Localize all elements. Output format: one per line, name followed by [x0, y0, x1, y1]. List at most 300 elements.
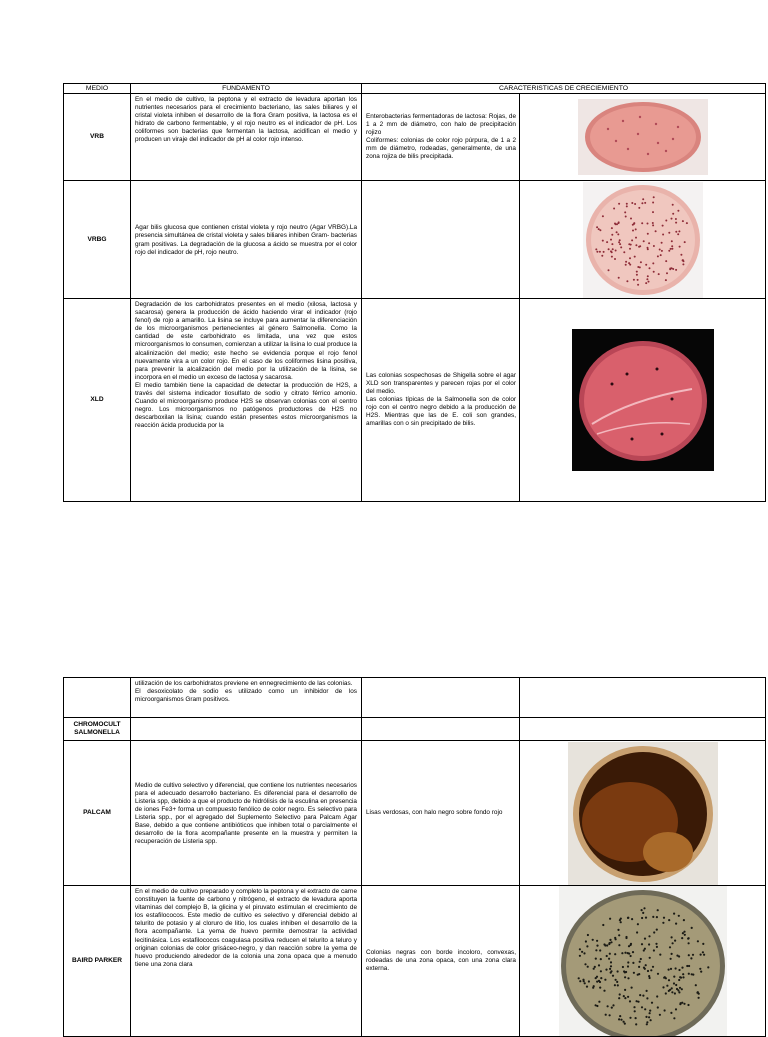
colony-dot — [617, 276, 619, 278]
colony-dot — [656, 909, 658, 911]
colony-dot — [626, 965, 628, 967]
colony-dot — [637, 283, 639, 285]
colony-dot — [619, 243, 621, 245]
colony-dot — [680, 988, 682, 990]
colony-dot — [678, 969, 680, 971]
medio-vrb: VRB — [64, 94, 131, 181]
image-palcam-plate — [520, 741, 766, 886]
colony-dot — [598, 250, 600, 252]
colony-dot — [614, 937, 616, 939]
colony-dot — [664, 992, 666, 994]
culture-media-table-top — [63, 83, 766, 502]
image-continuation — [520, 678, 766, 718]
colony-dot — [668, 919, 670, 921]
colony-dot — [662, 917, 664, 919]
image-baird-parker-plate — [520, 886, 766, 1037]
colony-dot — [645, 1016, 647, 1018]
colony-dot — [641, 917, 643, 919]
colony-dot — [670, 240, 672, 242]
xld-plate-photo — [572, 329, 714, 471]
fundamento-xld — [131, 299, 362, 502]
image-chromocult — [520, 718, 766, 741]
colony-dot — [623, 251, 625, 253]
colony-dot — [660, 249, 662, 251]
colony-dot — [611, 248, 613, 250]
colony-dot — [609, 968, 611, 970]
colony-dot — [678, 245, 680, 247]
colony-dot — [624, 952, 626, 954]
colony-dot — [636, 923, 638, 925]
colony-dot — [683, 241, 685, 243]
colony-dot — [617, 222, 619, 224]
colony-dot — [670, 936, 672, 938]
colony-dot — [671, 991, 673, 993]
colony-dot — [680, 253, 682, 255]
colony-dot — [635, 273, 637, 275]
colony-dot — [648, 267, 650, 269]
colony-dot — [671, 942, 673, 944]
colony-dot — [697, 997, 699, 999]
colony-dot — [595, 949, 597, 951]
colony-dot — [608, 1014, 610, 1016]
header-caracteristicas: CARACTERISTICAS DE CRECIEMIENTO — [362, 84, 766, 94]
caracteristicas-continuation — [362, 678, 520, 718]
colony-dot — [652, 916, 654, 918]
colony-dot — [612, 1004, 614, 1006]
colony-dot — [610, 251, 612, 253]
caracteristicas-palcam: Lisas verdosas, con halo negro sobre fondo rojo — [362, 741, 520, 886]
colony-dot — [690, 973, 692, 975]
medio-chromocult: CHROMOCULT SALMONELLA — [64, 718, 131, 741]
colony-dot — [659, 254, 661, 256]
colony-dot — [668, 231, 670, 233]
colony-dot — [597, 228, 599, 230]
colony-dot — [682, 976, 684, 978]
colony-dot — [648, 943, 650, 945]
colony-dot — [599, 949, 601, 951]
colony-dot — [656, 1006, 658, 1008]
colony-dot — [655, 943, 657, 945]
colony-dot — [596, 945, 598, 947]
colony-dot — [618, 239, 620, 241]
colony-dot — [662, 233, 664, 235]
colony-dot — [652, 196, 654, 198]
colony-dot — [633, 222, 635, 224]
colony-dot — [644, 964, 646, 966]
colony-dot — [584, 940, 586, 942]
colony-dot — [701, 951, 703, 953]
colony-dot — [631, 202, 633, 204]
colony-dot — [630, 987, 632, 989]
colony-dot — [632, 229, 634, 231]
colony-dot — [691, 954, 693, 956]
colony-dot — [707, 966, 709, 968]
colony-dot — [652, 211, 654, 213]
colony-dot — [596, 1005, 598, 1007]
colony-dot — [643, 907, 645, 909]
colony-dot — [642, 912, 644, 914]
colony-dot — [674, 218, 676, 220]
colony-dot — [640, 1006, 642, 1008]
medio-vrbg: VRBG — [64, 181, 131, 299]
colony-dot — [577, 977, 579, 979]
colony-dot — [622, 995, 624, 997]
colony-dot — [703, 954, 705, 956]
colony-dot — [645, 263, 647, 265]
colony-dot — [596, 981, 598, 983]
colony-dot — [635, 236, 637, 238]
medio-xld: XLD — [64, 299, 131, 502]
colony-dot — [675, 923, 677, 925]
colony-dot — [675, 230, 677, 232]
colony-dot — [633, 1010, 635, 1012]
colony-dot — [674, 940, 676, 942]
colony-dot — [679, 976, 681, 978]
colony-dot — [654, 230, 656, 232]
colony-dot — [615, 231, 617, 233]
colony-dot — [628, 1000, 630, 1002]
colony-dot — [645, 282, 647, 284]
colony-dot — [608, 943, 610, 945]
colony-dot — [681, 259, 683, 261]
colony-dot — [642, 198, 644, 200]
colony-dot — [641, 202, 643, 204]
colony-dot — [675, 268, 677, 270]
colony-dot — [579, 980, 581, 982]
colony-dot — [605, 955, 607, 957]
culture-media-table-bottom — [63, 677, 766, 1037]
colony-dot — [601, 215, 603, 217]
colony-dot — [644, 1008, 646, 1010]
image-vrb-plate — [520, 94, 766, 181]
colony-dot — [622, 1021, 624, 1023]
colony-dot — [702, 943, 704, 945]
colony-dot — [652, 262, 654, 264]
colony-dot — [624, 997, 626, 999]
colony-dot — [657, 273, 659, 275]
colony-dot — [646, 278, 648, 280]
fundamento-xld-p1: Degradación de los carbohidratos presentes en el medio (xilosa, lactosa y sacarosa) genera la producción de ácido haciendo virar el indicador (rojo fenol) de rojo a amarillo. La lisina se incluye para aumentar la diferenciación de los microorganismos pertenecientes al género Salmonella. Como la cantidad de este carbohidrato es limitada, una vez que estos microorganismos lo consumen, comienzan a utilizar la lisina lo cual produce la alcalinización del medio; este hecho se evidencia porque el rojo fenol nuevamente vira a un color rojo. En el caso de los coliformes lisina positiva, para prevenir la alcalización del medio por la utilización de la lisina, se incorpora en el medio un exceso de lactosa y sacarosa. — [135, 301, 357, 381]
colony-dot — [592, 987, 594, 989]
colony-dot — [627, 945, 629, 947]
colony-dot — [658, 248, 660, 250]
colony-dot — [677, 209, 679, 211]
colony-dot — [647, 280, 649, 282]
caracteristicas-baird-parker: Colonias negras con borde incoloro, convexas, rodeadas de una zona opaca, con una zona clara externa. — [362, 886, 520, 1037]
colony-dot — [664, 279, 666, 281]
colony-dot — [631, 239, 633, 241]
fundamento-continuation — [131, 678, 362, 718]
colony-dot — [667, 969, 669, 971]
colony-dot — [608, 958, 610, 960]
colony-dot — [655, 946, 657, 948]
colony-dot — [586, 945, 588, 947]
colony-dot — [665, 260, 667, 262]
colony-dot — [683, 931, 685, 933]
colony-dot — [602, 250, 604, 252]
colony-dot — [596, 226, 598, 228]
palcam-plate-photo — [568, 742, 718, 885]
colony-dot — [616, 981, 618, 983]
colony-dot — [630, 217, 632, 219]
colony-dot — [681, 967, 683, 969]
colony-dot — [635, 1000, 637, 1002]
colony-dot — [648, 1012, 650, 1014]
colony-dot — [629, 1017, 631, 1019]
colony-dot — [646, 246, 648, 248]
colony-dot — [629, 247, 631, 249]
colony-dot — [671, 245, 673, 247]
colony-dot — [618, 919, 620, 921]
colony-dot — [620, 1019, 622, 1021]
fundamento-chromocult — [131, 718, 362, 741]
colony-dot — [635, 270, 637, 272]
fundamento-continuation-p2: El desoxicolato de sodio es utilizado como un inhibidor de los microorganismos Gram positivos. — [135, 688, 357, 704]
colony-dot — [633, 1006, 635, 1008]
colony-dot — [637, 266, 639, 268]
colony-dot — [672, 212, 674, 214]
colony-dot — [624, 211, 626, 213]
colony-dot — [583, 982, 585, 984]
colony-dot — [634, 203, 636, 205]
colony-dot — [608, 953, 610, 955]
colony-dot — [694, 984, 696, 986]
colony-dot — [659, 954, 661, 956]
colony-dot — [601, 239, 603, 241]
colony-dot — [652, 949, 654, 951]
colony-dot — [606, 241, 608, 243]
colony-dot — [638, 966, 640, 968]
colony-dot — [632, 962, 634, 964]
colony-dot — [619, 921, 621, 923]
caracteristicas-chromocult — [362, 718, 520, 741]
colony-dot — [662, 986, 664, 988]
colony-dot — [628, 262, 630, 264]
caracteristicas-vrb-line2: Coliformes: colonias de color rojo púrpura, de 1 a 2 mm de diámetro, rodeadas, generalmente, de una zona rojiza de bilis precipitada. — [366, 137, 516, 161]
colony-dot — [641, 222, 643, 224]
image-xld-plate — [520, 299, 766, 502]
colony-dot — [660, 241, 662, 243]
colony-dot — [646, 222, 648, 224]
table-header-row — [64, 84, 766, 94]
colony-dot — [690, 927, 692, 929]
caracteristicas-vrb-line1: Enterobacterias fermentadoras de lactosa: Rojas, de 1 a 2 mm de diámetro, con halo de precipitación rojizo — [366, 112, 516, 136]
image-vrbg-plate — [520, 181, 766, 299]
colony-dot — [690, 957, 692, 959]
colony-dot — [638, 206, 640, 208]
colony-dot — [674, 1008, 676, 1010]
colony-dot — [685, 222, 687, 224]
colony-dot — [632, 972, 634, 974]
colony-dot — [637, 1001, 639, 1003]
colony-dot — [629, 257, 631, 259]
colony-dot — [674, 967, 676, 969]
vrb-plate-photo — [578, 99, 708, 175]
colony-dot — [677, 915, 679, 917]
table-row-baird-parker — [64, 886, 766, 1037]
caracteristicas-vrbg — [362, 181, 520, 299]
colony-dot — [618, 997, 620, 999]
header-fundamento: FUNDAMENTO — [131, 84, 362, 94]
colony-dot — [625, 205, 627, 207]
colony-dot — [618, 202, 620, 204]
colony-dot — [609, 961, 611, 963]
colony-dot — [687, 1004, 689, 1006]
colony-dot — [648, 1016, 650, 1018]
colony-dot — [636, 278, 638, 280]
colony-dot — [656, 255, 658, 257]
colony-dot — [663, 1009, 665, 1011]
colony-dot — [611, 975, 613, 977]
colony-dot — [607, 248, 609, 250]
colony-dot — [681, 932, 683, 934]
colony-dot — [627, 996, 629, 998]
colony-dot — [638, 245, 640, 247]
colony-dot — [646, 1021, 648, 1023]
colony-dot — [583, 952, 585, 954]
colony-dot — [678, 987, 680, 989]
colony-dot — [625, 936, 627, 938]
colony-dot — [646, 970, 648, 972]
colony-dot — [643, 948, 645, 950]
colony-dot — [669, 958, 671, 960]
colony-dot — [672, 982, 674, 984]
colony-dot — [599, 987, 601, 989]
colony-dot — [682, 263, 684, 265]
colony-dot — [599, 958, 601, 960]
colony-dot — [646, 275, 648, 277]
medio-continuation — [64, 678, 131, 718]
colony-dot — [594, 958, 596, 960]
colony-dot — [633, 255, 635, 257]
colony-dot — [687, 937, 689, 939]
colony-dot — [651, 222, 653, 224]
colony-dot — [624, 989, 626, 991]
colony-dot — [658, 1014, 660, 1016]
colony-dot — [624, 976, 626, 978]
colony-dot — [636, 974, 638, 976]
colony-dot — [687, 942, 689, 944]
colony-dot — [670, 987, 672, 989]
colony-dot — [607, 269, 609, 271]
table-row-vrbg — [64, 181, 766, 299]
colony-dot — [644, 917, 646, 919]
colony-dot — [634, 1017, 636, 1019]
colony-dot — [650, 1002, 652, 1004]
colony-dot — [655, 929, 657, 931]
colony-dot — [595, 976, 597, 978]
colony-dot — [604, 1014, 606, 1016]
colony-dot — [626, 917, 628, 919]
caracteristicas-vrb — [362, 94, 520, 181]
colony-dot — [666, 272, 668, 274]
colony-dot — [618, 944, 620, 946]
colony-dot — [640, 943, 642, 945]
colony-dot — [609, 939, 611, 941]
colony-dot — [578, 948, 580, 950]
colony-dot — [666, 985, 668, 987]
colony-dot — [613, 984, 615, 986]
colony-dot — [619, 1015, 621, 1017]
colony-dot — [678, 991, 680, 993]
colony-dot — [656, 995, 658, 997]
colony-dot — [618, 993, 620, 995]
colony-dot — [673, 976, 675, 978]
colony-dot — [597, 964, 599, 966]
colony-dot — [611, 233, 613, 235]
colony-dot — [634, 228, 636, 230]
table-row-chromocult — [64, 718, 766, 741]
colony-dot — [610, 255, 612, 257]
colony-dot — [606, 1005, 608, 1007]
colony-dot — [595, 248, 597, 250]
colony-dot — [629, 243, 631, 245]
colony-dot — [636, 931, 638, 933]
colony-dot — [699, 954, 701, 956]
fundamento-continuation-p1: utilización de los carbohidratos previene en ennegrecimiento de las colonias. — [135, 680, 353, 687]
colony-dot — [652, 270, 654, 272]
colony-dot — [676, 955, 678, 957]
colony-dot — [648, 975, 650, 977]
caracteristicas-xld — [362, 299, 520, 502]
colony-dot — [596, 940, 598, 942]
colony-dot — [625, 202, 627, 204]
colony-dot — [613, 207, 615, 209]
colony-dot — [611, 243, 613, 245]
colony-dot — [623, 971, 625, 973]
caracteristicas-xld-line1: Las colonias sospechosas de Shigella sobre el agar XLD son transparentes y parecen rojas por el color del medio. — [366, 371, 516, 395]
colony-dot — [682, 973, 684, 975]
colony-dot — [673, 913, 675, 915]
colony-dot — [599, 970, 601, 972]
colony-dot — [661, 224, 663, 226]
colony-dot — [593, 966, 595, 968]
fundamento-baird-parker: En el medio de cultivo preparado y completo la peptona y el extracto de carne constituyen la fuente de carbono y nitrógeno, el extracto de levadura aporta vitaminas del complejo B, la glicina y el piruvato estimulan el crecimiento de los estafilococos. Este medio de cultivo es selectivo y diferencial debido al telurito de potasio y al cloruro de litio, los cuales inhiben el desarrollo de la flora acompañante. La yema de huevo permite demostrar la actividad lecitinásica. Los estafilococos coagulasa positiva reducen el telurito a teluro y originan colonias de color grisáceo-negro, y dan reacción sobre la yema de huevo produciendo alrededor de la colonia una zona opaca que a menudo tiene una zona clara — [131, 886, 362, 1037]
colony-dot — [582, 979, 584, 981]
colony-dot — [603, 990, 605, 992]
vrbg-plate-photo — [583, 182, 703, 298]
colony-dot — [632, 278, 634, 280]
colony-dot — [667, 990, 669, 992]
colony-dot — [663, 976, 665, 978]
table-row-xld — [64, 299, 766, 502]
colony-dot — [662, 922, 664, 924]
colony-dot — [610, 227, 612, 229]
colony-dot — [578, 955, 580, 957]
colony-dot — [670, 217, 672, 219]
table-row-continuation — [64, 678, 766, 718]
colony-dot — [639, 261, 641, 263]
colony-dot — [614, 222, 616, 224]
colony-dot — [649, 1010, 651, 1012]
colony-dot — [614, 979, 616, 981]
colony-dot — [626, 280, 628, 282]
colony-dot — [668, 946, 670, 948]
colony-dot — [643, 938, 645, 940]
colony-dot — [648, 977, 650, 979]
colony-dot — [598, 981, 600, 983]
colony-dot — [639, 994, 641, 996]
colony-dot — [616, 984, 618, 986]
colony-dot — [621, 952, 623, 954]
colony-dot — [652, 224, 654, 226]
colony-dot — [669, 267, 671, 269]
colony-dot — [610, 238, 612, 240]
colony-dot — [643, 968, 645, 970]
colony-dot — [687, 973, 689, 975]
colony-dot — [686, 965, 688, 967]
colony-dot — [617, 233, 619, 235]
